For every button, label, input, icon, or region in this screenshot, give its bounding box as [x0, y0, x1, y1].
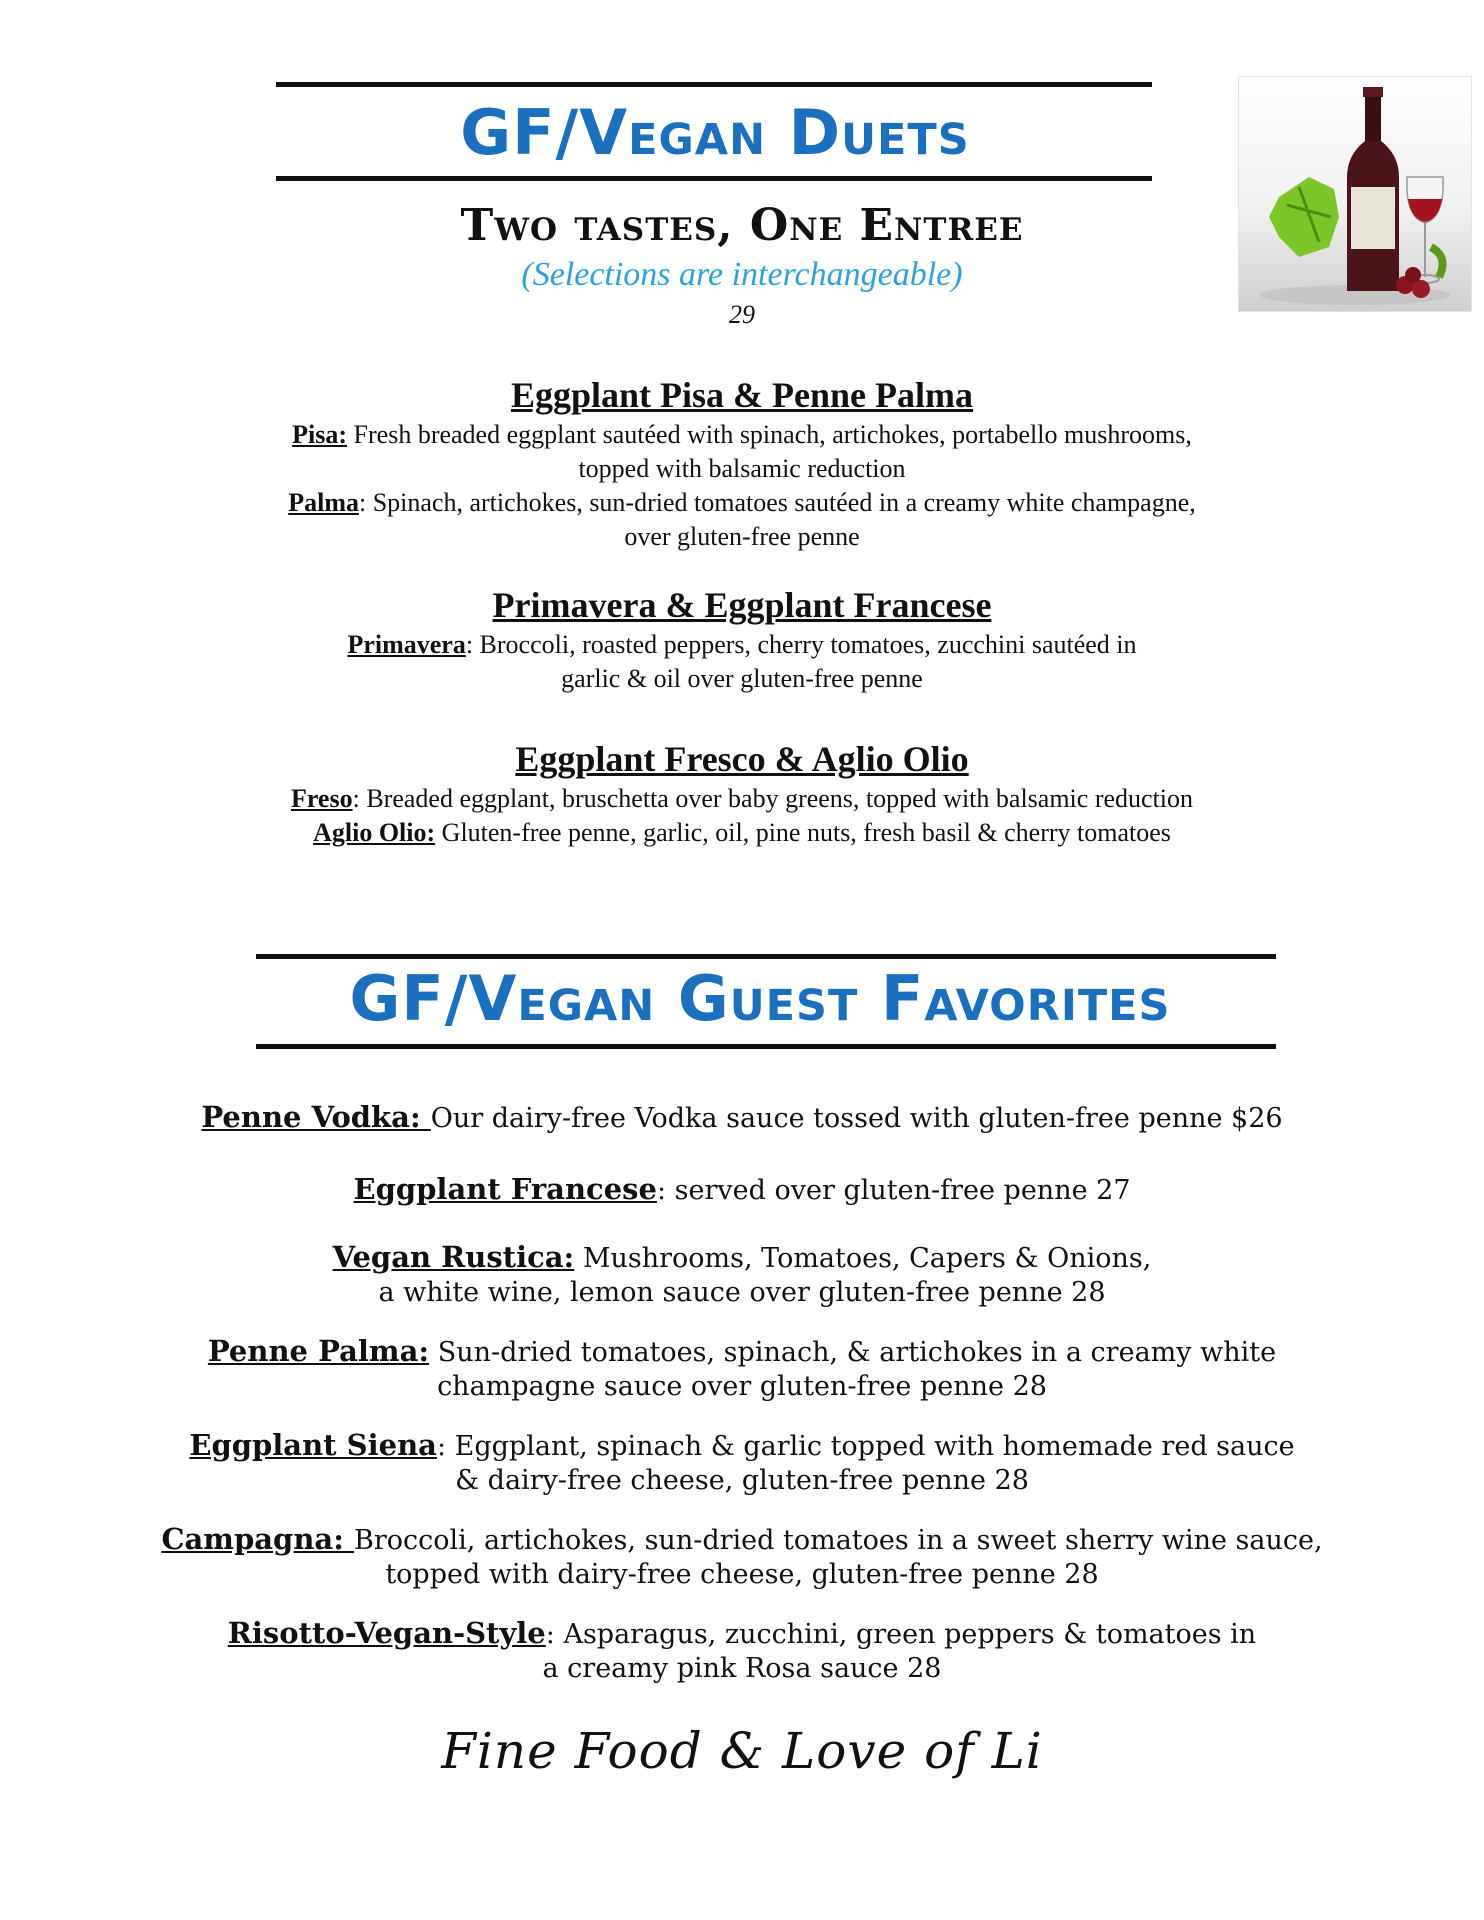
- item-text-continued: over gluten-free penne: [624, 522, 860, 551]
- duet-name: Eggplant Fresco & Aglio Olio: [515, 739, 969, 779]
- interchangeable-note: (Selections are interchangeable): [521, 256, 963, 293]
- item-text-continued: garlic & oil over gluten-free penne: [561, 664, 923, 693]
- item-text: Fresh breaded eggplant sautéed with spinach, artichokes, portabello mushrooms,: [347, 420, 1192, 449]
- duets-price: 29: [729, 300, 755, 329]
- favorite-item: [0, 1240, 1484, 1310]
- item-label: Freso: [290, 784, 353, 813]
- favorite-text-continued: a white wine, lemon sauce over gluten-free penne 28: [378, 1277, 1106, 1308]
- favorite-label: Vegan Rustica:: [332, 1240, 575, 1274]
- duets-subtitle: Two tastes, One Entree: [460, 200, 1024, 251]
- item-label: Aglio Olio:: [313, 818, 436, 847]
- favorite-text-continued: a creamy pink Rosa sauce 28: [542, 1653, 942, 1684]
- favorite-label: Penne Vodka:: [201, 1100, 431, 1134]
- favorite-label: Eggplant Siena: [189, 1428, 437, 1462]
- top-rule-1: [276, 82, 1152, 87]
- duet-name: Primavera & Eggplant Francese: [492, 585, 992, 625]
- signature: Fine Food & Love of Li: [441, 1722, 1043, 1780]
- favorite-item: [0, 1172, 1484, 1208]
- item-label: Palma: [288, 488, 359, 517]
- item-text: Gluten-free penne, garlic, oil, pine nuts, fresh basil & cherry tomatoes: [435, 818, 1171, 847]
- favorite-text: Our dairy-free Vodka sauce tossed with gluten-free penne $26: [430, 1103, 1283, 1134]
- item-text-continued: topped with balsamic reduction: [578, 454, 906, 483]
- duet-description: [0, 628, 1484, 696]
- item-text: : Breaded eggplant, bruschetta over baby greens, topped with balsamic reduction: [352, 784, 1194, 813]
- favorite-label: Eggplant Francese: [353, 1172, 657, 1206]
- favorite-label: Penne Palma:: [207, 1334, 430, 1368]
- bottom-rule-2: [256, 1044, 1276, 1049]
- favorite-item: [0, 1616, 1484, 1686]
- favorite-label: Campagna:: [161, 1522, 355, 1556]
- item-label: Pisa:: [292, 420, 348, 449]
- duet-name: Eggplant Pisa & Penne Palma: [510, 375, 973, 415]
- favorite-text-continued: champagne sauce over gluten-free penne 28: [437, 1371, 1047, 1402]
- item-text: : Spinach, artichokes, sun-dried tomatoes sautéed in a creamy white champagne,: [358, 488, 1196, 517]
- favorite-text: Broccoli, artichokes, sun-dried tomatoes in a sweet sherry wine sauce,: [354, 1525, 1323, 1556]
- favorite-item: [0, 1100, 1484, 1136]
- bottom-rule-1: [276, 176, 1152, 181]
- duet-description: [0, 418, 1484, 554]
- favorites-title: GF/Vegan Guest Favorites: [349, 962, 1171, 1035]
- favorite-text-continued: & dairy-free cheese, gluten-free penne 28: [455, 1465, 1029, 1496]
- favorite-label: Risotto-Vegan-Style: [227, 1616, 546, 1650]
- favorite-text: : served over gluten-free penne 27: [656, 1175, 1131, 1206]
- favorite-item: [0, 1334, 1484, 1404]
- duets-title: GF/Vegan Duets: [460, 96, 970, 169]
- favorite-item: [0, 1428, 1484, 1498]
- item-label: Primavera: [347, 630, 466, 659]
- favorite-text: Sun-dried tomatoes, spinach, & artichokes in a creamy white: [429, 1337, 1277, 1368]
- item-text: : Broccoli, roasted peppers, cherry tomatoes, zucchini sautéed in: [465, 630, 1137, 659]
- favorite-text-continued: topped with dairy-free cheese, gluten-free penne 28: [385, 1559, 1099, 1590]
- favorite-text: : Asparagus, zucchini, green peppers & tomatoes in: [545, 1619, 1257, 1650]
- favorite-item: [0, 1522, 1484, 1592]
- favorite-text: : Eggplant, spinach & garlic topped with homemade red sauce: [436, 1431, 1295, 1462]
- duet-description: [0, 782, 1484, 850]
- top-rule-2: [256, 954, 1276, 959]
- favorite-text: Mushrooms, Tomatoes, Capers & Onions,: [574, 1243, 1152, 1274]
